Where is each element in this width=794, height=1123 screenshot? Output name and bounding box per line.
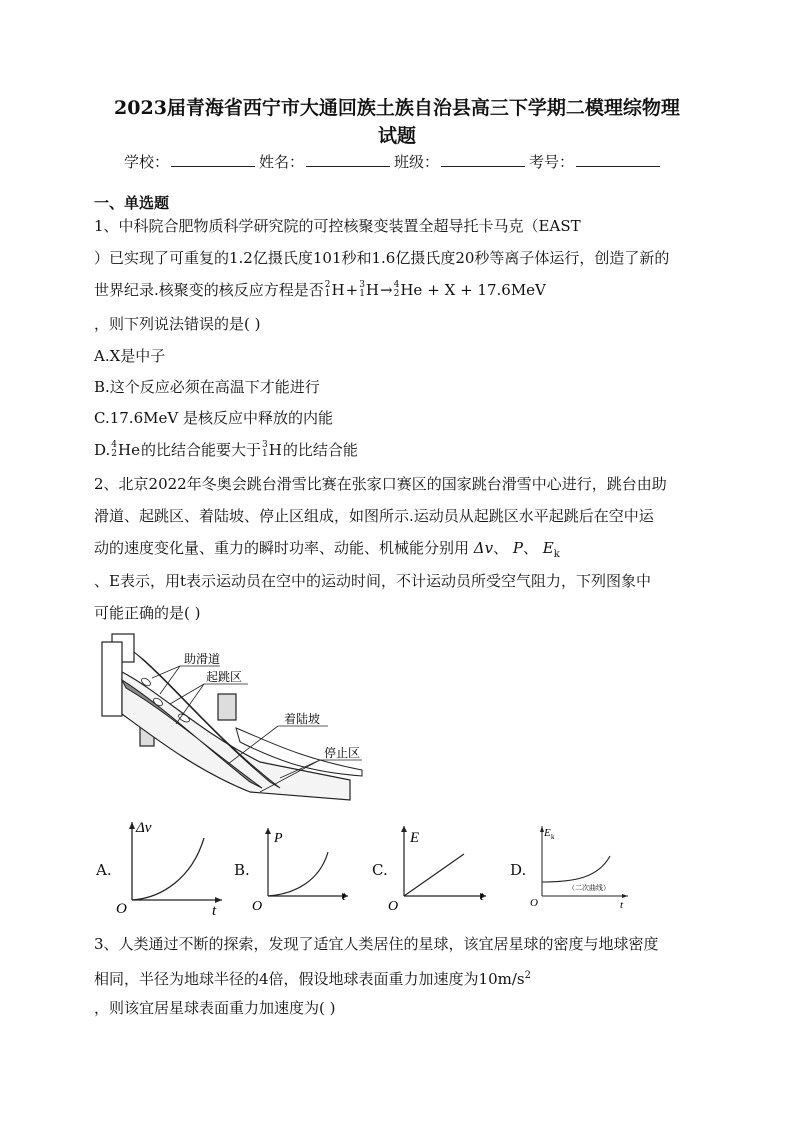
graph-b	[248, 824, 358, 916]
q2-line3: 动的速度变化量、重力的瞬时功率、动能、机械能分别用 Δv、 P、 $E_k$	[94, 539, 560, 560]
school-field: 学校：	[124, 151, 255, 172]
class-blank	[441, 152, 525, 167]
svg-text:P: P	[274, 831, 283, 846]
label-stop: 停止区	[324, 746, 361, 760]
q3-line3: ，则该宜居星球表面重力加速度为( )	[94, 999, 336, 1017]
graph-a-option: A.	[96, 861, 112, 879]
section-title: 一、单选题	[94, 194, 170, 212]
reaction-arrow: →	[380, 281, 393, 299]
svg-text:O: O	[388, 899, 399, 914]
label-takeoff: 起跳区	[206, 670, 243, 684]
label-landing: 着陆坡	[284, 712, 321, 726]
svg-text:t: t	[342, 888, 346, 903]
svg-text:O: O	[116, 901, 127, 917]
svg-text:E: E	[544, 827, 551, 839]
student-info-row	[124, 151, 664, 172]
svg-text:E: E	[410, 830, 420, 846]
nuclide-he4: 4 2 He	[393, 280, 423, 299]
q1-line4: ，则下列说法错误的是( )	[94, 315, 261, 333]
exam-number-blank	[576, 152, 660, 167]
q3-line1: 3、人类通过不断的探索，发现了适宜人类居住的星球，该宜居星球的密度与地球密度	[94, 935, 659, 953]
label-runway: 助滑道	[184, 652, 221, 666]
nuclide-h3: 3 1 H	[359, 280, 380, 299]
graph-a	[112, 818, 228, 918]
graph-d-option: D.	[510, 861, 527, 879]
q1-option-a: A.X是中子	[94, 347, 166, 365]
q1-line1: 1、中科院合肥物质科学研究院的可控核聚变装置全超导托卡马克（EAST	[94, 217, 581, 235]
q2-line2: 滑道、起跳区、着陆坡、停止区组成，如图所示.运动员从起跳区水平起跳后在空中运	[94, 507, 654, 525]
graph-c	[386, 822, 496, 916]
q1-option-d: D. 4 2 He 的比结合能要大于 3 1 H 的比结合能	[94, 440, 358, 459]
page-title: 2023届青海省西宁市大通回族土族自治县高三下学期二模理综物理	[114, 97, 680, 119]
name-field: 姓名：	[259, 151, 390, 172]
q1-option-b: B.这个反应必须在高温下才能进行	[94, 378, 320, 396]
page-title-cont: 试题	[377, 125, 416, 147]
school-blank	[171, 152, 255, 167]
q1-option-c: C.17.6MeV 是核反应中释放的内能	[94, 409, 333, 427]
svg-text:t: t	[480, 888, 484, 903]
q1-line2: ）已实现了可重复的1.2亿摄氏度101秒和1.6亿摄氏度20秒等离子体运行，创造了新的	[94, 249, 670, 267]
q1-line3: 世界纪录.核聚变的核反应方程是否 2 1 H + 3 1 H → 4 2 He + X + 17.6MeV	[94, 280, 546, 299]
name-blank	[306, 152, 390, 167]
svg-text:t: t	[620, 899, 624, 911]
q2-line4: 、E表示，用t表示运动员在空中的运动时间，不计运动员所受空气阻力，下列图象中	[94, 572, 651, 590]
graph-b-option: B.	[234, 861, 250, 879]
graph-c-option: C.	[372, 861, 388, 879]
exam-number-field: 考号：	[529, 151, 660, 172]
q3-line2: 相同，半径为地球半径的4倍，假设地球表面重力加速度为$10m/s^2$	[94, 970, 531, 988]
svg-text:k: k	[551, 833, 555, 841]
graph-d-note: （二次曲线）	[568, 884, 610, 892]
svg-text:O: O	[530, 897, 538, 909]
class-field: 班级：	[394, 151, 525, 172]
svg-text:Δv: Δv	[136, 820, 152, 836]
graph-d	[524, 822, 636, 916]
svg-text:O: O	[252, 899, 263, 914]
svg-text:t: t	[212, 903, 217, 918]
nuclide-h2: 2 1 H	[324, 280, 345, 299]
q2-line5: 可能正确的是( )	[94, 604, 201, 622]
ski-jump-figure	[100, 632, 370, 804]
q2-line1: 2、北京2022年冬奥会跳台滑雪比赛在张家口赛区的国家跳台滑雪中心进行，跳台由助	[94, 475, 667, 493]
